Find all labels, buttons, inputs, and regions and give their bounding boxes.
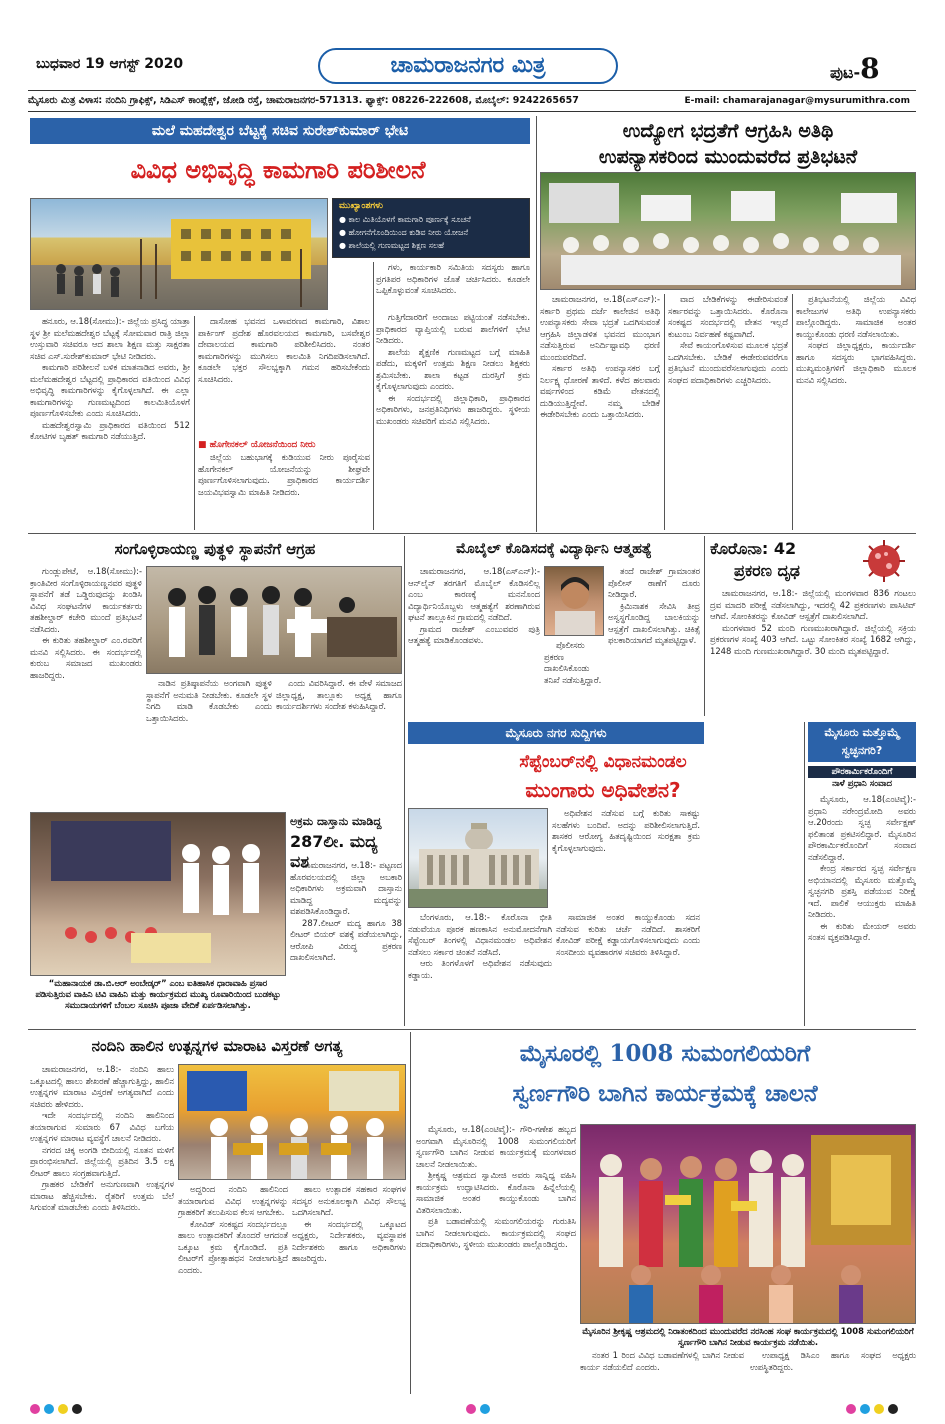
story2-headline: ಉದ್ಯೋಗ ಭದ್ರತೆಗೆ ಆಗ್ರಹಿಸಿ ಅತಿಥಿ ಉಪನ್ಯಾಸಕರಿಂದ ಮುಂದುವರೆದ ಪ್ರತಿಭಟನೆ — [598, 120, 858, 168]
story4-text-column: ಪೊಲೀಸರು ಪ್ರಕರಣ ದಾಖಲಿಸಿಕೊಂಡು ತನಿಖೆ ನಡೆಸುತ್ತಿದ್ದಾರೆ. — [544, 640, 602, 685]
column-divider — [704, 536, 705, 716]
story1-photo — [30, 198, 328, 310]
story7-subhead: ಪೌರಕಾರ್ಮಿಕರೊಂದಿಗೆ ನಾಳೆ ಪ್ರಧಾನಿ ಸಂವಾದ — [808, 766, 916, 790]
story9-text-column: ಅದ್ದರಿಂದ ನಂದಿನಿ ಹಾಲಿನಿಂದ ತಯಾರಾಗುವ ವಿವಿಧ ಉತ್ಪನ್ನಗಳನ್ನು ಗ್ರಾಹಕರಿಗೆ ತಲುಪಿಸುವ ಕೆಲಸ ಆಗಬೇಕು. ಕೋವಿಡ್ ಸಂಕಷ್ಟದ ಸಂದರ್ಭದಲ್ಲೂ ಹಾಲು ಉತ್ಪಾದಕರಿಗೆ ತೊಂದರೆ ಆಗದಂತೆ ಒಕ್ಕೂಟ ಕ್ರಮ ಕೈಗೊಂಡಿದೆ. ಪ್ರತಿ ಲೀಟರ್‌ಗೆ ಪ್ರೋತ್ಸಾಹಧನ ನೀಡಲಾಗುತ್ತಿದೆ ಎಂದರು. — [178, 1184, 288, 1275]
contact-info-bar — [28, 90, 916, 112]
registration-mark — [58, 1404, 68, 1414]
coronavirus-icon — [856, 538, 912, 584]
story8-text-column: ಚಾಮರಾಜನಗರ, ಆ.18:- ಪಟ್ಟಣದ ಹೊರವಲಯದಲ್ಲಿ ಜಿಲ್ಲಾ ಅಬಕಾರಿ ಅಧಿಕಾರಿಗಳು ಅಕ್ರಮವಾಗಿ ದಾಸ್ತಾನು ಮಾಡಿದ್ದ ಮದ್ಯವನ್ನು ವಶಪಡಿಸಿಕೊಂಡಿದ್ದಾರೆ. 287.ಲೀಟರ್ ಮದ್ಯ ಹಾಗೂ 38 ಲೀಟರ್ ಬಿಯರ್ ವಶಕ್ಕೆ ಪಡೆಯಲಾಗಿದ್ದು, ಆರೋಪಿ ವಿರುದ್ಧ ಪ್ರಕರಣ ದಾಖಲಿಸಲಾಗಿದೆ. — [290, 860, 402, 962]
registration-mark — [30, 1404, 40, 1414]
vidhana-soudha-photo — [408, 808, 548, 908]
story6-text-column: ಅಧಿವೇಶನ ನಡೆಸುವ ಬಗ್ಗೆ ಕುರಿತು ಸಾಕಷ್ಟು ಸಲಹೆಗಳು ಬಂದಿವೆ. ಅದನ್ನು ಪರಿಶೀಲಿಸಲಾಗುತ್ತಿದೆ. ಶಾಸಕರ ಆರೋಗ್ಯ ಹಿತದೃಷ್ಟಿಯಿಂದ ಸುರಕ್ಷತಾ ಕ್ರಮ ಕೈಗೊಳ್ಳಲಾಗುವುದು. — [552, 808, 700, 853]
story5-headline-line2: ಪ್ರಕರಣ ದೃಢ — [734, 561, 800, 580]
newspaper-title: ಚಾಮರಾಜನಗರ ಮಿತ್ರ — [318, 48, 618, 84]
story9-text-column: ಹಾಲು ಉತ್ಪಾದಕ ಸಹಕಾರ ಸಂಘಗಳ ಸದಸ್ಯರ ಅನುಕೂಲಕ್ಕಾಗಿ ವಿವಿಧ ಸೌಲಭ್ಯ ಒದಗಿಸಲಾಗಿದೆ. ಈ ಸಂದರ್ಭದಲ್ಲಿ ಒಕ್ಕೂಟದ ಅಧ್ಯಕ್ಷರು, ನಿರ್ದೇಶಕರು, ವ್ಯವಸ್ಥಾಪಕ ನಿರ್ದೇಶಕರು ಹಾಗೂ ಅಧಿಕಾರಿಗಳು ಹಾಜರಿದ್ದರು. — [292, 1184, 406, 1263]
section-label-mysuru-news: ಮೈಸೂರು ನಗರ ಸುದ್ದಿಗಳು — [408, 722, 704, 744]
contact-address: ಮೈಸೂರು ಮಿತ್ರ ವಿಳಾಸ: ನಂದಿನಿ ಗ್ರಾಫಿಕ್ಸ್, ಸಿಡಿಎಸ್ ಕಾಂಪ್ಲೆಕ್ಸ್, ಜೋಡಿ ರಸ್ತೆ, ಚಾಮರಾಜನಗರ-571313. ಫ್ಯಾಕ್ಸ್: 08226-222608, ಮೊಬೈಲ್: 9242265657 — [28, 95, 579, 106]
portrait-image — [545, 567, 604, 636]
story3-photo-caption: “ಮಹಾನಾಯಕ ಡಾ.ಬಿ.ಆರ್ ಅಂಬೇಡ್ಕರ್” ಎಂಬ ಐತಿಹಾಸಿಕ ಧಾರಾವಾಹಿ ಪ್ರಸಾರ ಪಡಿಸುತ್ತಿರುವ ವಾಹಿನಿ ಟಿವಿ ವಾಹಿನಿ ಮತ್ತು ಕಾರ್ಯಕ್ರಮದ ಮುಖ್ಯ ರೂವಾರಿಯಿಂದ ಬುಡಕಟ್ಟು ಸಮುದಾಯಗಳಿಗೆ ಬೆಂಬಲ ಸೂಚಿಸಿ ಪೂಜಾ ವೇದಿಕೆ ಏರ್ಪಡಿಸಲಾಗಿತ್ತು. — [35, 978, 281, 1010]
story3-text-column: ಎಂದು ವಿವರಿಸಿದ್ದಾರೆ. ಈ ವೇಳೆ ಸಮಾಜದ ಜಿಲ್ಲಾಧ್ಯಕ್ಷ, ತಾಲ್ಲೂಕು ಅಧ್ಯಕ್ಷ ಹಾಗೂ ಕಾರ್ಯದರ್ಶಿಗಳು ಸಂದೇಶ ಕಳುಹಿಸಿದ್ದಾರೆ. — [276, 678, 402, 711]
column-divider — [404, 536, 405, 1026]
story5-headline-line1: ಕೊರೊನಾ: 42 — [710, 539, 797, 558]
story1-text-column: ಗಳು, ಕಾರ್ಯಕಾರಿ ಸಮಿತಿಯ ಸದಸ್ಯರು ಹಾಗೂ ಪ್ರಗತಿಪರ ಅಧಿಕಾರಿಗಳ ಜೊತೆ ಚರ್ಚಿಸಿದರು. ಕೂಡಲೇ ಒಪ್ಪಿಕೊಳ್ಳುವಂತೆ ಸೂಚಿಸಿದರು. — [376, 262, 530, 295]
story4-text-column: ಚಾಮರಾಜನಗರ, ಆ.18(ಎಸ್‌ಎನ್):- ಆನ್‌ಲೈನ್ ತರಗತಿಗೆ ಮೊಬೈಲ್ ಕೊಡಿಸಲಿಲ್ಲ ಎಂಬ ಕಾರಣಕ್ಕೆ ಮನನೊಂದ ವಿದ್ಯಾರ್ಥಿನಿಯೊಬ್ಬಳು ಆತ್ಮಹತ್ಯೆಗೆ ಶರಣಾಗಿರುವ ಘಟನೆ ತಾಲ್ಲೂಕಿನ ಗ್ರಾಮದಲ್ಲಿ ನಡೆದಿದೆ. ಗ್ರಾಮದ ರಾಜೇಶ್ ಎಂಬುವವರ ಪುತ್ರಿ ಆತ್ಮಹತ್ಯೆ ಮಾಡಿಕೊಂಡವಳು. — [408, 566, 540, 645]
story7-headline: ಮೈಸೂರು ಮತ್ತೊಮ್ಮೆ ಸ್ವಚ್ಛನಗರಿ? — [808, 722, 916, 762]
registration-mark — [860, 1404, 870, 1414]
story1-highlights-box — [332, 198, 530, 258]
protest-image — [541, 173, 916, 290]
product-launch-image — [179, 1065, 406, 1180]
story2-text-column: ವಾದ ಬೇಡಿಕೆಗಳನ್ನು ಈಡೇರಿಸುವಂತೆ ಸರ್ಕಾರವನ್ನು ಒತ್ತಾಯಿಸಿದರು. ಕೊರೊನಾ ಸಂಕಷ್ಟದ ಸಂದರ್ಭದಲ್ಲಿ ವೇತನ ಇಲ್ಲದೆ ಕುಟುಂಬ ನಿರ್ವಹಣೆ ಕಷ್ಟವಾಗಿದೆ. ಸೇವೆ ಕಾಯಂಗೊಳಿಸುವ ಮೂಲಕ ಭದ್ರತೆ ಒದಗಿಸಬೇಕು. ಬೇಡಿಕೆ ಈಡೇರುವವರೆಗೂ ಪ್ರತಿಭಟನೆ ಮುಂದುವರೆಸಲಾಗುವುದು ಎಂದು ಸಂಘದ ಪದಾಧಿಕಾರಿಗಳು ಎಚ್ಚರಿಸಿದರು. — [668, 294, 788, 385]
highlight-item: ● ಕಾಲ ಮಿತಿಯೊಳಗೆ ಕಾಮಗಾರಿ ಪೂರ್ಣಕ್ಕೆ ಸೂಚನೆ — [339, 215, 471, 224]
registration-mark — [480, 1404, 490, 1414]
story1-text-column: ಗುತ್ತಿಗೆದಾರರಿಗೆ ಅಂದಾಜು ಪಟ್ಟಿಯಂತೆ ನಡೆಸಬೇಕು. ಪ್ರಾಧಿಕಾರದ ವ್ಯಾಪ್ತಿಯಲ್ಲಿ ಬರುವ ಶಾಲೆಗಳಿಗೆ ಭೇಟಿ ನೀಡಿದರು. ಶಾಲೆಯ ಶೈಕ್ಷಣಿಕ ಗುಣಮಟ್ಟದ ಬಗ್ಗೆ ಮಾಹಿತಿ ಪಡೆದು, ಮಕ್ಕಳಿಗೆ ಉತ್ತಮ ಶಿಕ್ಷಣ ನೀಡಲು ಶಿಕ್ಷಕರು ಶ್ರಮಿಸಬೇಕು. ಶಾಲಾ ಕಟ್ಟಡ ದುರಸ್ತಿಗೆ ಕ್ರಮ ಕೈಗೊಳ್ಳಲಾಗುವುದು ಎಂದರು. ಈ ಸಂದರ್ಭದಲ್ಲಿ ಜಿಲ್ಲಾಧಿಕಾರಿ, ಪ್ರಾಧಿಕಾರದ ಅಧಿಕಾರಿಗಳು, ಜನಪ್ರತಿನಿಧಿಗಳು ಹಾಜರಿದ್ದರು. ಸ್ಥಳೀಯ ಮುಖಂಡರು ಸಚಿವರಿಗೆ ಮನವಿ ಸಲ್ಲಿಸಿದರು. — [376, 312, 530, 426]
story3-headline: ಸಂಗೊಳ್ಳಿರಾಯಣ್ಣ ಪುತ್ಥಳಿ ಸ್ಥಾಪನೆಗೆ ಆಗ್ರಹ — [114, 540, 316, 558]
memorandum-submission-image — [147, 567, 402, 674]
story9-headline: ನಂದಿನಿ ಹಾಲಿನ ಉತ್ಪನ್ನಗಳ ಮಾರಾಟ ವಿಸ್ತರಣೆ ಅಗತ್ಯ — [91, 1037, 343, 1055]
story9-text-column: ಚಾಮರಾಜನಗರ, ಆ.18:- ನಂದಿನಿ ಹಾಲು ಒಕ್ಕೂಟದಲ್ಲಿ ಹಾಲು ಶೇಖರಣೆ ಹೆಚ್ಚಾಗುತ್ತಿದ್ದು, ಹಾಲಿನ ಉತ್ಪನ್ನಗಳ ಮಾರಾಟ ವಿಸ್ತರಣೆ ಅಗತ್ಯವಾಗಿದೆ ಎಂದು ಸಚಿವರು ಹೇಳಿದರು. ಇದೇ ಸಂದರ್ಭದಲ್ಲಿ ನಂದಿನಿ ಹಾಲಿನಿಂದ ತಯಾರಾಗುವ ಸುಮಾರು 67 ವಿವಿಧ ಬಗೆಯ ಉತ್ಪನ್ನಗಳ ಮಾರಾಟ ವ್ಯವಸ್ಥೆಗೆ ಚಾಲನೆ ನೀಡಿದರು. ನಗರದ ಚಿಕ್ಕ ಅಂಗಡಿ ಬೀದಿಯಲ್ಲಿ ನೂತನ ಮಳಿಗೆ ಪ್ರಾರಂಭಿಸಲಾಗಿದೆ. ಜಿಲ್ಲೆಯಲ್ಲಿ ಪ್ರತಿದಿನ 3.5 ಲಕ್ಷ ಲೀಟರ್ ಹಾಲು ಸಂಗ್ರಹವಾಗುತ್ತಿದೆ. ಗ್ರಾಹಕರ ಬೇಡಿಕೆಗೆ ಅನುಗುಣವಾಗಿ ಉತ್ಪನ್ನಗಳ ಮಾರಾಟ ಹೆಚ್ಚಿಸಬೇಕು. ರೈತರಿಗೆ ಉತ್ತಮ ಬೆಲೆ ಸಿಗುವಂತೆ ಮಾಡಬೇಕು ಎಂದು ತಿಳಿಸಿದರು. — [30, 1064, 174, 1212]
story10-text-column: ಉಪಾಧ್ಯಕ್ಷ ಡಿಸಿಎಂ ಹಾಗೂ ಸಂಘದ ಅಧ್ಯಕ್ಷರು ಉಪಸ್ಥಿತರಿದ್ದರು. — [750, 1350, 916, 1372]
story3-photo — [146, 566, 402, 674]
registration-mark — [874, 1404, 884, 1414]
column-divider — [664, 294, 665, 530]
story1-text-column: ಹನೂರು, ಆ.18(ಸೋಮು):- ಜಿಲ್ಲೆಯ ಪ್ರಸಿದ್ಧ ಯಾತ್ರಾ ಸ್ಥಳ ಶ್ರೀ ಮಲೆಮಹದೇಶ್ವರ ಬೆಟ್ಟಕ್ಕೆ ಸೋಮವಾರ ರಾತ್ರಿ ಜಿಲ್ಲಾ ಉಸ್ತುವಾರಿ ಸಚಿವರೂ ಆದ ಶಾಲಾ ಶಿಕ್ಷಣ ಮತ್ತು ಸಾಕ್ಷರತಾ ಸಚಿವ ಎಸ್.ಸುರೇಶ್‌ಕುಮಾರ್ ಭೇಟಿ ನೀಡಿದರು. ಕಾಮಗಾರಿ ಪರಿಶೀಲನೆ ಬಳಿಕ ಮಾತನಾಡಿದ ಅವರು, ಶ್ರೀ ಮಲೆಮಹದೇಶ್ವರ ಬೆಟ್ಟದಲ್ಲಿ ಪ್ರಾಧಿಕಾರದ ವತಿಯಿಂದ ವಿವಿಧ ಅಭಿವೃದ್ಧಿ ಕಾಮಗಾರಿಗಳನ್ನು ಕೈಗೊಳ್ಳಲಾಗಿದೆ. ಈ ಎಲ್ಲಾ ಕಾಮಗಾರಿಗಳನ್ನು ಗುಣಮಟ್ಟದಿಂದ ಕಾಲಮಿತಿಯೊಳಗೆ ಪೂರ್ಣಗೊಳಿಸಬೇಕು ಎಂದು ಸೂಚಿಸಿದರು. ಮಹದೇಶ್ವರಸ್ವಾಮಿ ಪ್ರಾಧಿಕಾರದ ವತಿಯಿಂದ 512 ಕೋಟಿಗಳ ಬೃಹತ್ ಕಾಮಗಾರಿ ನಡೆಯುತ್ತಿದೆ. — [30, 316, 190, 441]
column-divider — [194, 316, 195, 530]
story1-text-column: ದಾಸೋಹ ಭವನದ ಒಳಾವರಣದ ಕಾಮಗಾರಿ, ವಿಶಾಲ ಪಾರ್ಕಿಂಗ್ ಪ್ರದೇಶ ಹೊರವಲಯದ ಕಾಮಗಾರಿ, ಬಸವೇಶ್ವರ ದೇವಾಲಯದ ಕಾಮಗಾರಿ ಪರಿಶೀಲಿಸಿದರು. ನಂತರ ಕಾಮಗಾರಿಗಳನ್ನು ಮುಗಿಸಲು ಕಾಲಮಿತಿ ನಿಗದಿಪಡಿಸಲಾಗಿದೆ. ಕೂಡಲೇ ಭಕ್ತರ ಸೌಲಭ್ಯಕ್ಕಾಗಿ ಗಮನ ಹರಿಸಬೇಕೆಂದು ಸೂಚಿಸಿದರು. — [198, 316, 370, 384]
story4-text-column: ತಂದೆ ರಾಜೇಶ್ ಗ್ರಾಮಾಂತರ ಪೊಲೀಸ್ ಠಾಣೆಗೆ ದೂರು ನೀಡಿದ್ದಾರೆ. ಕ್ರಿಮಿನಾಶಕ ಸೇವಿಸಿ ತೀವ್ರ ಅಸ್ವಸ್ಥಗೊಂಡಿದ್ದ ಬಾಲಕಿಯನ್ನು ಆಸ್ಪತ್ರೆಗೆ ದಾಖಲಿಸಲಾಗಿತ್ತು. ಚಿಕಿತ್ಸೆ ಫಲಕಾರಿಯಾಗದೆ ಮೃತಪಟ್ಟಿದ್ದಾಳೆ. — [608, 566, 700, 645]
registration-mark — [888, 1404, 898, 1414]
column-divider — [373, 262, 374, 530]
vidhana-soudha-image — [409, 809, 548, 908]
row-divider — [28, 533, 916, 534]
contact-email[interactable]: E-mail: chamarajanagar@mysurumithra.com — [684, 96, 910, 106]
registration-mark — [72, 1404, 82, 1414]
story3-event-photo — [30, 812, 286, 976]
issue-date: ಬುಧವಾರ 19 ಆಗಸ್ಟ್ 2020 — [36, 56, 184, 72]
story5-text-column: ಚಾಮರಾಜನಗರ, ಆ.18:- ಜಿಲ್ಲೆಯಲ್ಲಿ ಮಂಗಳವಾರ 836 ಗಂಟಲು ದ್ರವ ಮಾದರಿ ಪರೀಕ್ಷೆ ನಡೆಸಲಾಗಿದ್ದು, ಇದರಲ್ಲಿ 42 ಪ್ರಕರಣಗಳು ಪಾಸಿಟಿವ್ ಆಗಿವೆ. ಸೋಂಕಿತರನ್ನು ಕೋವಿಡ್ ಆಸ್ಪತ್ರೆಗೆ ದಾಖಲಿಸಲಾಗಿದೆ. ಮಂಗಳವಾರ 52 ಮಂದಿ ಗುಣಮುಖರಾಗಿದ್ದಾರೆ. ಜಿಲ್ಲೆಯಲ್ಲಿ ಸಕ್ರಿಯ ಪ್ರಕರಣಗಳ ಸಂಖ್ಯೆ 403 ಆಗಿದೆ. ಒಟ್ಟು ಸೋಂಕಿತರ ಸಂಖ್ಯೆ 1682 ಆಗಿದ್ದು, 1248 ಮಂದಿ ಗುಣಮುಖರಾಗಿದ್ದಾರೆ. 30 ಮಂದಿ ಮೃತಪಟ್ಟಿದ್ದಾರೆ. — [710, 588, 916, 656]
construction-site-image — [31, 199, 328, 310]
student-portrait-photo — [544, 566, 604, 636]
page-number: ಪುಟ-8 — [830, 52, 880, 85]
highlight-item: ● ಹೋಗನೆಗೊಂದಿಯಿಂದ ಕುಡಿವ ನೀರು ಯೋಜನೆ — [339, 228, 469, 237]
story1-subhead: ■ ಹೊಗೇನಕಲ್ ಯೋಜನೆಯಿಂದ ನೀರು — [198, 440, 316, 450]
row-divider — [28, 1029, 916, 1030]
column-divider — [792, 294, 793, 530]
story10-text-column: ನಂತರ 1 ರಿಂದ ವಿವಿಧ ಬಡಾವಣೆಗಳಲ್ಲಿ ಬಾಗಿನ ನೀಡುವ ಕಾರ್ಯ ನಡೆಯಲಿದೆ ಎಂದರು. — [580, 1350, 744, 1372]
highlights-list — [333, 213, 529, 252]
column-divider — [410, 1032, 411, 1394]
story2-text-column: ಚಾಮರಾಜನಗರ, ಆ.18(ಎಸ್‌ಎನ್):- ಸರ್ಕಾರಿ ಪ್ರಥಮ ದರ್ಜೆ ಕಾಲೇಜಿನ ಅತಿಥಿ ಉಪನ್ಯಾಸಕರು ಸೇವಾ ಭದ್ರತೆ ಒದಗಿಸುವಂತೆ ಆಗ್ರಹಿಸಿ ಜಿಲ್ಲಾಡಳಿತ ಭವನದ ಮುಂಭಾಗ ನಡೆಸುತ್ತಿರುವ ಅನಿರ್ದಿಷ್ಟಾವಧಿ ಧರಣಿ ಮುಂದುವರೆದಿದೆ. ಸರ್ಕಾರ ಅತಿಥಿ ಉಪನ್ಯಾಸಕರ ಬಗ್ಗೆ ನಿರ್ಲಕ್ಷ್ಯ ಧೋರಣೆ ತಾಳಿದೆ. ಕಳೆದ ಹಲವಾರು ವರ್ಷಗಳಿಂದ ಕಡಿಮೆ ವೇತನದಲ್ಲಿ ದುಡಿಯುತ್ತಿದ್ದೇವೆ. ನಮ್ಮ ಬೇಡಿಕೆ ಈಡೇರಿಸಬೇಕು ಎಂದು ಒತ್ತಾಯಿಸಿದರು. — [540, 294, 660, 419]
registration-mark — [846, 1404, 856, 1414]
story10-photo-caption: ಮೈಸೂರಿನ ಶ್ರೀಕೃಷ್ಣ ಆಶ್ರಮದಲ್ಲಿ ನಿರಾತಂಕದಿಂದ ಮುಂದುವರೆದ ನರಸಿಂಹ ಸಂಘ ಕಾರ್ಯಕ್ರಮದಲ್ಲಿ 1008 ಸುಮಂಗಲಿಯರಿಗೆ ಸ್ವರ್ಣಗೌರಿ ಬಾಗಿನ ನೀಡುವ ಕಾರ್ಯಕ್ರಮ ನಡೆಯಿತು. — [582, 1326, 914, 1347]
story4-headline: ಮೊಬೈಲ್ ಕೊಡಿಸದಕ್ಕೆ ವಿದ್ಯಾರ್ಥಿನಿ ಆತ್ಮಹತ್ಯೆ — [456, 541, 652, 557]
story9-photo — [178, 1064, 406, 1180]
story6-headline: ಸೆಪ್ಟೆಂಬರ್‌ನಲ್ಲಿ ವಿಧಾನಮಂಡಲ ಮುಂಗಾರು ಅಧಿವೇಶನ? — [519, 752, 687, 802]
story2-text-column: ಪ್ರತಿಭಟನೆಯಲ್ಲಿ ಜಿಲ್ಲೆಯ ವಿವಿಧ ಕಾಲೇಜುಗಳ ಅತಿಥಿ ಉಪನ್ಯಾಸಕರು ಪಾಲ್ಗೊಂಡಿದ್ದರು. ಸಾಮಾಜಿಕ ಅಂತರ ಕಾಯ್ದುಕೊಂಡು ಧರಣಿ ನಡೆಸಲಾಯಿತು. ಸಂಘದ ಜಿಲ್ಲಾಧ್ಯಕ್ಷರು, ಕಾರ್ಯದರ್ಶಿ ಹಾಗೂ ಸದಸ್ಯರು ಭಾಗವಹಿಸಿದ್ದರು. ಮುಖ್ಯಮಂತ್ರಿಗಳಿಗೆ ಜಿಲ್ಲಾಧಿಕಾರಿ ಮೂಲಕ ಮನವಿ ಸಲ್ಲಿಸಿದರು. — [796, 294, 916, 385]
column-divider — [804, 722, 805, 1026]
story6-text-column: ಬೆಂಗಳೂರು, ಆ.18:- ಕೊರೊನಾ ಭೀತಿ ನಡುವೆಯೂ ಪೂರಕ ಹಣಕಾಸಿನ ಅನುಮೋದನೆಗಾಗಿ ಸೆಪ್ಟೆಂಬರ್ ತಿಂಗಳಲ್ಲಿ ವಿಧಾನಮಂಡಲ ಅಧಿವೇಶನ ನಡೆಸಲು ಸರ್ಕಾರ ಚಿಂತನೆ ನಡೆಸಿದೆ. ಆರು ತಿಂಗಳೊಳಗೆ ಅಧಿವೇಶನ ನಡೆಸುವುದು ಕಡ್ಡಾಯ. — [408, 912, 552, 980]
bagina-distribution-image — [581, 1125, 916, 1324]
story2-photo — [540, 172, 916, 290]
story6-text-column: ಸಾಮಾಜಿಕ ಅಂತರ ಕಾಯ್ದುಕೊಂಡು ಸದನ ನಡೆಸುವ ಕುರಿತು ಚರ್ಚೆ ನಡೆದಿದೆ. ಶಾಸಕರಿಗೆ ಕೋವಿಡ್ ಪರೀಕ್ಷೆ ಕಡ್ಡಾಯಗೊಳಿಸಲಾಗುವುದು ಎಂದು ಸಂಸದೀಯ ವ್ಯವಹಾರಗಳ ಸಚಿವರು ತಿಳಿಸಿದ್ದಾರೆ. — [556, 912, 700, 957]
story3-text-column: ನಾಡಿನ ಪ್ರತಿಷ್ಠಾಪನೆಯ ಅಂಗವಾಗಿ ಪುತ್ಥಳಿ ಸ್ಥಾಪನೆಗೆ ಅನುಮತಿ ನೀಡಬೇಕು. ಕೂಡಲೇ ಸ್ಥಳ ನಿಗದಿ ಮಾಡಿ ಕೊಡಬೇಕು ಎಂದು ಒತ್ತಾಯಿಸಿದರು. — [146, 678, 272, 723]
story8-headline: ಅಕ್ರಮ ದಾಸ್ತಾನು ಮಾಡಿದ್ದ 287ಲೀ. ಮದ್ಯ ವಶ — [290, 815, 382, 871]
felicitation-image — [31, 813, 286, 976]
registration-mark — [466, 1404, 476, 1414]
registration-mark — [44, 1404, 54, 1414]
highlights-title: ಮುಖ್ಯಾಂಶಗಳು — [339, 201, 383, 211]
story3-text-column: ಗುಂಡ್ಲುಪೇಟೆ, ಆ.18(ಸೋಮು):- ಕ್ರಾಂತಿವೀರ ಸಂಗೊಳ್ಳಿರಾಯಣ್ಣನವರ ಪುತ್ಥಳಿ ಸ್ಥಾಪನೆಗೆ ತಡೆ ಒಡ್ಡಿರುವುದನ್ನು ಖಂಡಿಸಿ ವಿವಿಧ ಸಂಘಟನೆಗಳ ಕಾರ್ಯಕರ್ತರು ತಹಶೀಲ್ದಾರ್ ಕಚೇರಿ ಮುಂದೆ ಪ್ರತಿಭಟನೆ ನಡೆಸಿದರು. ಈ ಕುರಿತು ತಹಶೀಲ್ದಾರ್ ಎಂ.ರವರಿಗೆ ಮನವಿ ಸಲ್ಲಿಸಿದರು. ಈ ಸಂದರ್ಭದಲ್ಲಿ ಕುರುಬ ಸಮಾಜದ ಮುಖಂಡರು ಹಾಜರಿದ್ದರು. — [30, 566, 142, 680]
highlight-item: ● ಶಾಲೆಯಲ್ಲಿ ಗುಣಮಟ್ಟದ ಶಿಕ್ಷಣ ಸಲಹೆ — [339, 241, 445, 250]
story10-headline: ಮೈಸೂರಲ್ಲಿ 1008 ಸುಮಂಗಲಿಯರಿಗೆ ಸ್ವರ್ಣಗೌರಿ ಬಾಗಿನ ಕಾರ್ಯಕ್ರಮಕ್ಕೆ ಚಾಲನೆ — [512, 1040, 818, 1107]
story10-photo — [580, 1124, 916, 1324]
story1-kicker: ಮಲೆ ಮಹದೇಶ್ವರ ಬೆಟ್ಟಕ್ಕೆ ಸಚಿವ ಸುರೇಶ್‌ಕುಮಾರ್ ಭೇಟಿ — [30, 118, 530, 144]
story1-headline: ವಿವಿಧ ಅಭಿವೃದ್ಧಿ ಕಾಮಗಾರಿ ಪರಿಶೀಲನೆ — [130, 155, 426, 184]
story5-header — [710, 538, 916, 584]
column-divider — [536, 116, 537, 532]
story7-text-column: ಮೈಸೂರು, ಆ.18(ಎಂಟಿವೈ):- ಪ್ರಧಾನಿ ನರೇಂದ್ರಮೋದಿ ಅವರು ಆ.20ರಂದು ಸ್ವಚ್ಛ ಸರ್ವೇಕ್ಷಣ್ ಫಲಿತಾಂಶ ಪ್ರಕಟಿಸಲಿದ್ದಾರೆ. ಮೈಸೂರಿನ ಪೌರಕಾರ್ಮಿಕರೊಂದಿಗೆ ಸಂವಾದ ನಡೆಸಲಿದ್ದಾರೆ. ಕೇಂದ್ರ ಸರ್ಕಾರದ ಸ್ವಚ್ಛ ಸರ್ವೇಕ್ಷಣ ಅಭಿಯಾನದಲ್ಲಿ ಮೈಸೂರು ಮತ್ತೊಮ್ಮೆ ಸ್ವಚ್ಛನಗರಿ ಪ್ರಶಸ್ತಿ ಪಡೆಯುವ ನಿರೀಕ್ಷೆ ಇದೆ. ಪಾಲಿಕೆ ಆಯುಕ್ತರು ಮಾಹಿತಿ ನೀಡಿದರು. ಈ ಕುರಿತು ಮೇಯರ್ ಅವರು ಸಂತಸ ವ್ಯಕ್ತಪಡಿಸಿದ್ದಾರೆ. — [808, 794, 916, 942]
story1-text-column: ಜಿಲ್ಲೆಯ ಬಹುಭಾಗಕ್ಕೆ ಕುಡಿಯುವ ನೀರು ಪೂರೈಸುವ ಹೊಗೇನಕಲ್ ಯೋಜನೆಯನ್ನು ಶೀಘ್ರವೇ ಪೂರ್ಣಗೊಳಿಸಲಾಗುವುದು. ಪ್ರಾಧಿಕಾರದ ಕಾರ್ಯದರ್ಶಿ ಜಯವಿಭವಸ್ವಾಮಿ ಮಾಹಿತಿ ನೀಡಿದರು. — [198, 452, 370, 497]
story10-text-column: ಮೈಸೂರು, ಆ.18(ಎಂಟಿವೈ):- ಗೌರಿ-ಗಣೇಶ ಹಬ್ಬದ ಅಂಗವಾಗಿ ಮೈಸೂರಿನಲ್ಲಿ 1008 ಸುಮಂಗಲಿಯರಿಗೆ ಸ್ವರ್ಣಗೌರಿ ಬಾಗಿನ ನೀಡುವ ಕಾರ್ಯಕ್ರಮಕ್ಕೆ ಮಂಗಳವಾರ ಚಾಲನೆ ನೀಡಲಾಯಿತು. ಶ್ರೀಕೃಷ್ಣ ಆಶ್ರಮದ ಸ್ವಾಮೀಜಿ ಅವರು ಸಾನ್ನಿಧ್ಯ ವಹಿಸಿ ಕಾರ್ಯಕ್ರಮ ಉದ್ಘಾಟಿಸಿದರು. ಕೊರೊನಾ ಹಿನ್ನೆಲೆಯಲ್ಲಿ ಸಾಮಾಜಿಕ ಅಂತರ ಕಾಯ್ದುಕೊಂಡು ಬಾಗಿನ ವಿತರಿಸಲಾಯಿತು. ಪ್ರತಿ ಬಡಾವಣೆಯಲ್ಲಿ ಸುಮಂಗಲಿಯರನ್ನು ಗುರುತಿಸಿ ಬಾಗಿನ ನೀಡಲಾಗುವುದು. ಕಾರ್ಯಕ್ರಮದಲ್ಲಿ ಸಂಘದ ಪದಾಧಿಕಾರಿಗಳು, ಸ್ಥಳೀಯ ಮುಖಂಡರು ಪಾಲ್ಗೊಂಡಿದ್ದರು. — [416, 1124, 576, 1249]
